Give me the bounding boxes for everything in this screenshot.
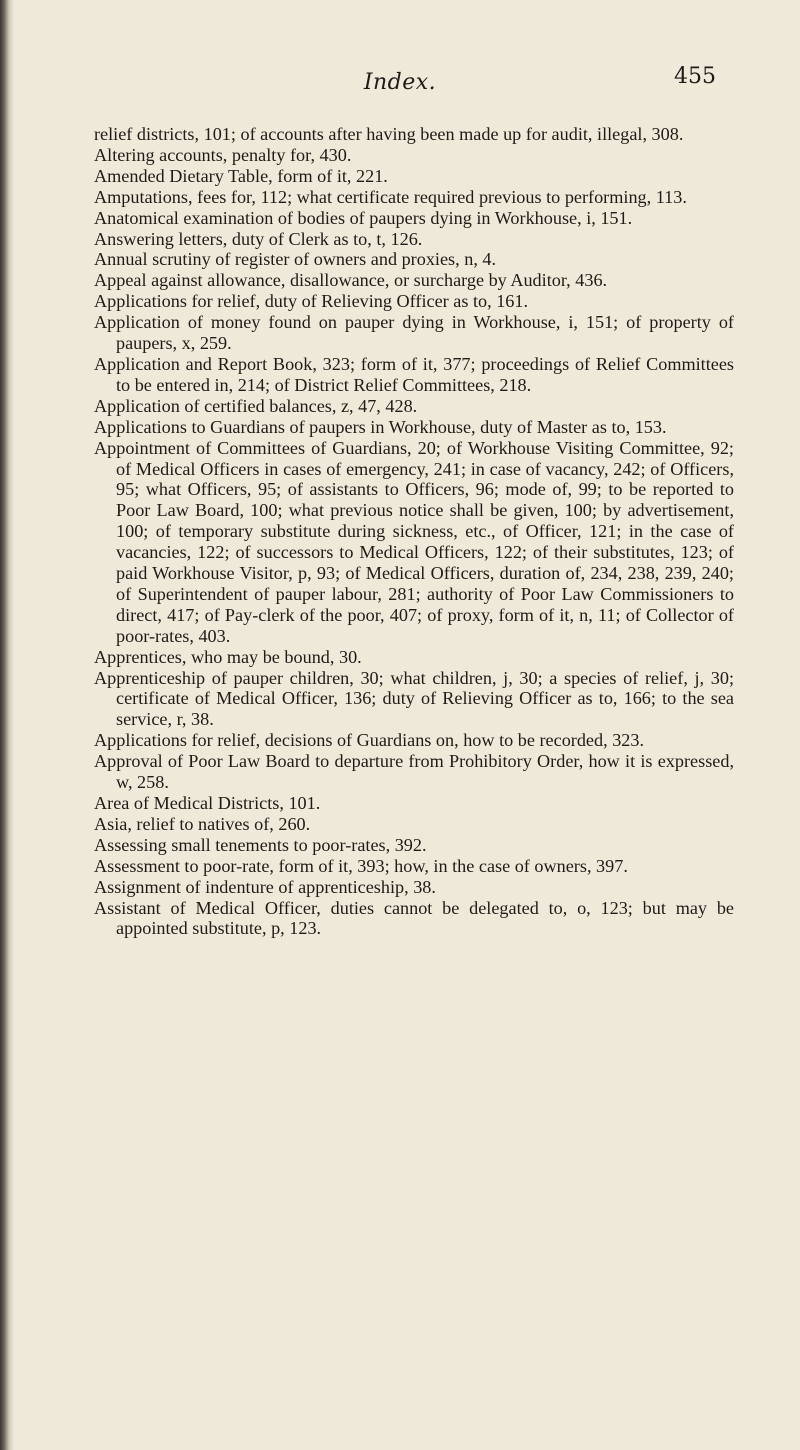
index-entry: Apprenticeship of pauper children, 30; what children, j, 30; a species of relief, j, 30; certificate of Medical Officer, 136; duty of Relieving Officer as to, 166; to the sea service, r, 38. xyxy=(94,667,734,730)
index-entry: Amputations, fees for, 112; what certificate required previous to performing, 113. xyxy=(94,186,687,207)
index-entry: Altering accounts, penalty for, 430. xyxy=(94,144,352,165)
index-entry: Anatomical examination of bodies of paupers dying in Workhouse, i, 151. xyxy=(94,207,633,228)
index-entry: Assessing small tenements to poor-rates, 392. xyxy=(94,834,427,855)
page-binding-edge xyxy=(0,0,14,1450)
page-number: 455 xyxy=(674,64,716,89)
page-header xyxy=(0,64,800,104)
index-entry: Assistant of Medical Officer, duties cannot be delegated to, o, 123; but may be appointed substitute, p, 123. xyxy=(94,897,734,939)
index-entry: Application of money found on pauper dying in Workhouse, i, 151; of property of paupers, x, 259. xyxy=(94,312,734,354)
index-entries xyxy=(94,124,734,939)
index-entry: Answering letters, duty of Clerk as to, t, 126. xyxy=(94,228,423,249)
index-entry: Applications for relief, duty of Relieving Officer as to, 161. xyxy=(94,291,529,312)
index-entry: Apprentices, who may be bound, 30. xyxy=(94,646,362,667)
index-entry: Amended Dietary Table, form of it, 221. xyxy=(94,165,388,186)
index-entry: relief districts, 101; of accounts after having been made up for audit, illegal, 308. xyxy=(94,124,684,144)
index-entry: Application of certified balances, z, 47, 428. xyxy=(94,395,418,416)
index-entry: Assessment to poor-rate, form of it, 393; how, in the case of owners, 397. xyxy=(94,855,628,876)
index-entry: Assignment of indenture of apprenticeship, 38. xyxy=(94,876,436,897)
index-entry: Applications for relief, decisions of Guardians on, how to be recorded, 323. xyxy=(94,730,645,751)
index-entry: Application and Report Book, 323; form of it, 377; proceedings of Relief Committees to be entered in, 214; of District Relief Committees, 218. xyxy=(94,353,734,395)
index-entry: Applications to Guardians of paupers in Workhouse, duty of Master as to, 153. xyxy=(94,416,667,437)
index-entry: Area of Medical Districts, 101. xyxy=(94,793,321,813)
index-entry: Annual scrutiny of register of owners and proxies, n, 4. xyxy=(94,249,497,270)
running-title: Index. xyxy=(363,70,437,95)
index-entry: Appeal against allowance, disallowance, or surcharge by Auditor, 436. xyxy=(94,270,608,291)
index-entry: Appointment of Committees of Guardians, 20; of Workhouse Visiting Committee, 92; of Medical Officers in cases of emergency, 241; in case of vacancy, 242; of Officers, 95; what Officers, 95; of assistants to Officers, 96; mode of, 99; to be reported to Poor Law Board, 100; what previous notice shall be given, 100; by advertisement, 100; of temporary substitute during sickness, etc., of Officer, 121; in the case of vacancies, 122; of successors to Medical Officers, 122; of their substitutes, 123; of paid Workhouse Visitor, p, 93; of Medical Officers, duration of, 234, 238, 239, 240; of Superintendent of pauper labour, 281; authority of Poor Law Commissioners to direct, 417; of Pay-clerk of the poor, 407; of proxy, form of it, n, 11; of Collector of poor-rates, 403. xyxy=(94,437,734,646)
index-entry: Asia, relief to natives of, 260. xyxy=(94,813,311,834)
index-entry: Approval of Poor Law Board to departure from Prohibitory Order, how it is expressed, w, 258. xyxy=(94,751,734,793)
